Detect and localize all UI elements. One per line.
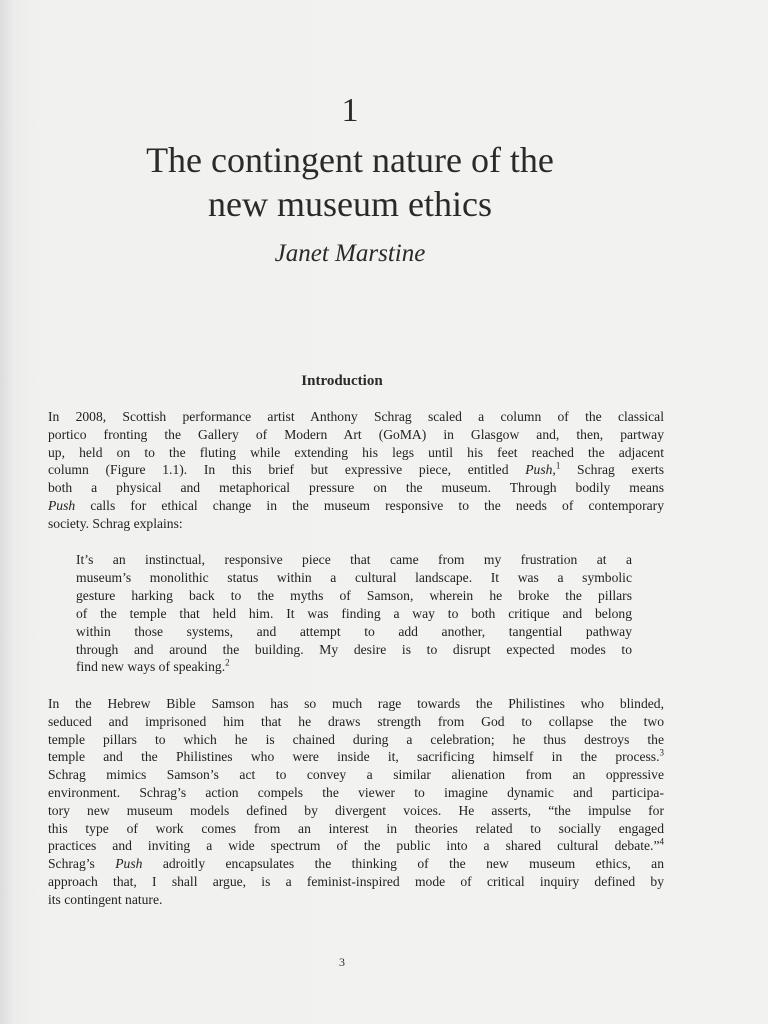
section-heading: Introduction [301,373,383,389]
text-line [48,461,664,479]
text-span: find new ways of speaking. [76,659,226,675]
footnote-ref[interactable]: 4 [659,836,664,847]
footnote-ref[interactable]: 1 [555,460,561,471]
text-span: calls for ethical change in the museum responsive to the needs of contemporary [75,497,664,513]
work-title-push: Push [115,856,143,872]
quote-line [76,658,632,676]
text-line: Schrag mimics Samson’s act to convey a similar alienation from an oppressive [48,767,664,783]
chapter-author: Janet Marstine [274,240,426,267]
text-span: Schrag’s [48,856,116,872]
page-number: 3 [339,955,345,969]
footnote-ref[interactable]: 3 [659,747,664,758]
quote-line: of the temple that held him. It was finding a way to both critique and belong [76,605,632,621]
quote-line: within those systems, and attempt to add another, tangential pathway [76,623,632,639]
text-line [48,837,664,855]
text-line: both a physical and metaphorical pressure on the museum. Through bodily means [48,480,664,496]
text-span: temple and the Philistines who were inside it, sacrificing himself in the process. [48,749,660,765]
chapter-title [0,138,700,226]
chapter-title-line: The contingent nature of the [146,140,554,180]
text-line: society. Schrag explains: [48,515,183,531]
text-line: temple pillars to which he is chained during a celebration; he thus destroys the [48,731,664,747]
body-paragraph [48,695,664,909]
text-span: Schrag exerts [560,462,664,478]
text-line [48,748,664,766]
work-title-push: Push [48,497,76,513]
text-line: seduced and imprisoned him that he draws strength from God to collapse the two [48,713,664,729]
text-line [48,855,664,873]
text-span: column (Figure 1.1). In this brief but expressive piece, entitled [48,462,526,478]
text-line: environment. Schrag’s action compels the viewer to imagine dynamic and participa- [48,784,664,800]
chapter-number: 1 [341,92,359,129]
body-paragraph [48,408,664,533]
work-title-push: Push, [525,462,556,478]
text-line: up, held on to the fluting while extending his legs until his feet reached the adjacent [48,444,664,460]
quote-line: gesture harking back to the myths of Samson, wherein he broke the pillars [76,587,632,603]
text-line: tory new museum models defined by divergent voices. He asserts, “the impulse for [48,802,664,818]
text-line: this type of work comes from an interest in theories related to socially engaged [48,820,664,836]
chapter-title-line: new museum ethics [208,184,492,224]
text-line: In 2008, Scottish performance artist Anthony Schrag scaled a column of the classical [48,409,664,424]
text-line: its contingent nature. [48,891,163,907]
quote-line: museum’s monolithic status within a cultural landscape. It was a symbolic [76,569,632,585]
text-line: portico fronting the Gallery of Modern Art (GoMA) in Glasgow and, then, partway [48,426,664,442]
text-span: adroitly encapsulates the thinking of the new museum ethics, an [142,856,664,872]
text-span: practices and inviting a wide spectrum of the public into a shared cultural debate.” [48,838,660,854]
quote-line: through and around the building. My desire is to disrupt expected modes to [76,641,632,657]
quote-line: It’s an instinctual, responsive piece that came from my frustration at a [76,552,632,567]
block-quote [76,551,632,676]
text-line [48,497,664,515]
text-line: approach that, I shall argue, is a feminist-inspired mode of critical inquiry defined by [48,873,664,889]
text-line: In the Hebrew Bible Samson has so much rage towards the Philistines who blinded, [48,696,664,711]
footnote-ref[interactable]: 2 [225,657,230,668]
